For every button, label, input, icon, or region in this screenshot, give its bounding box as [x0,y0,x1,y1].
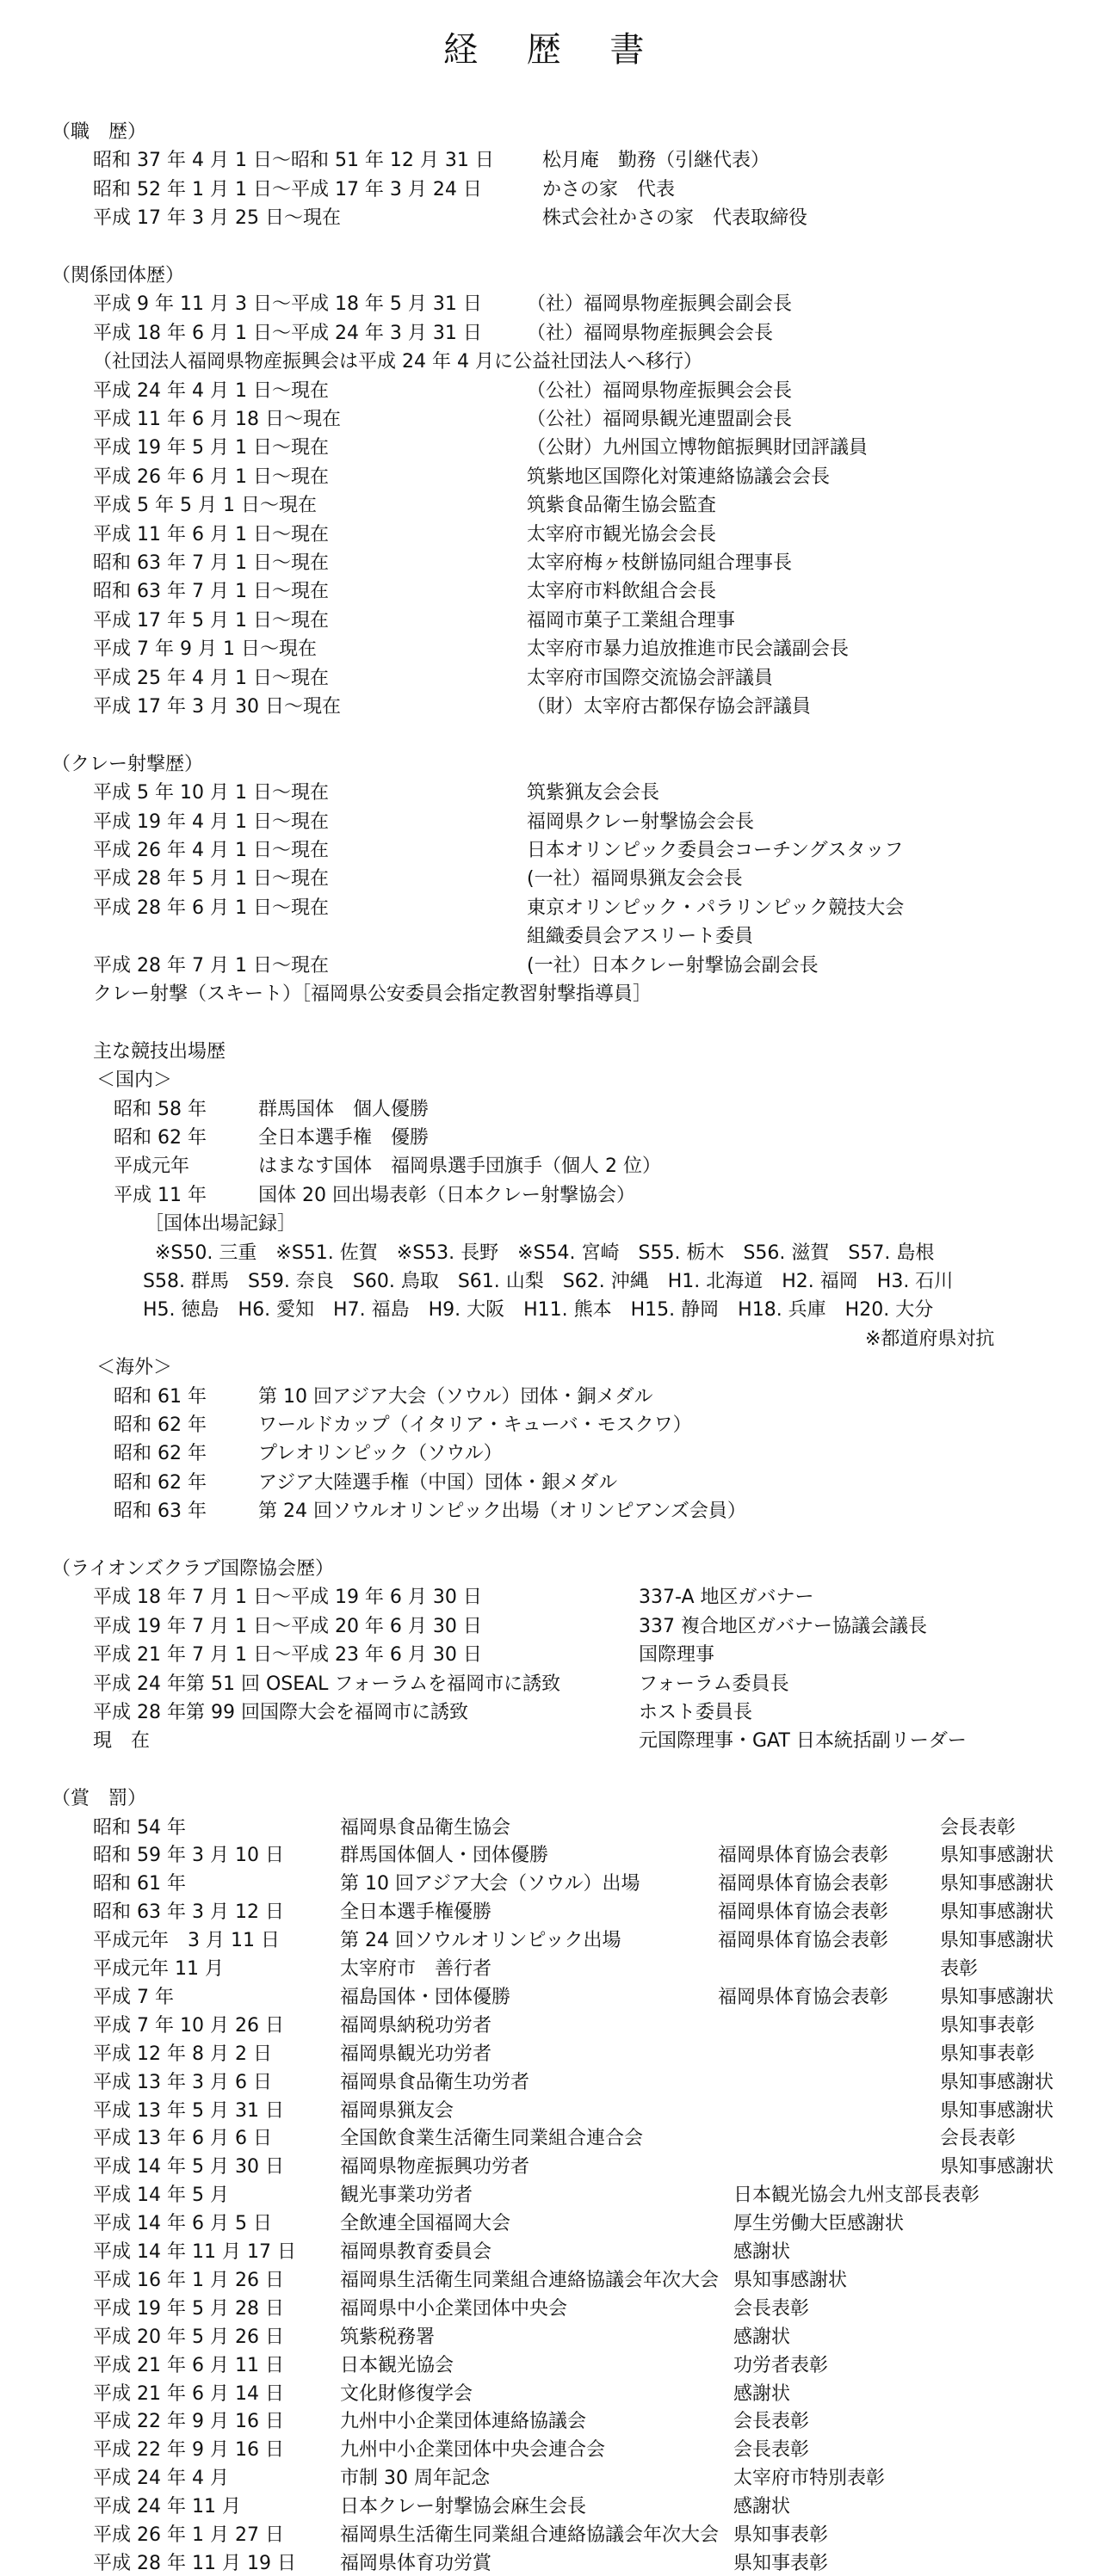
org-date: 平成 19 年 5 月 1 日〜現在 [93,437,329,459]
award-date: 平成 12 年 8 月 2 日 [93,2043,272,2065]
competition-year: 昭和 62 年 [114,1127,207,1149]
award-event: 観光事業功労者 [340,2185,473,2207]
org-role: 太宰府市観光協会会長 [527,523,717,545]
award-org: 会長表彰 [733,2411,810,2433]
clay-role: 東京オリンピック・パラリンピック競技大会 [527,897,905,919]
competition-text: 群馬国体 個人優勝 [258,1098,430,1120]
kokutai-line: H5. 徳島 H6. 愛知 H7. 福島 H9. 大阪 H11. 熊本 H15. 静岡 H18. 兵庫 H20. 大分 [143,1299,934,1322]
award-org: 福岡県体育協会表彰 [718,1901,889,1924]
award-type: 県知事表彰 [940,2043,1036,2065]
org-date: 平成 11 年 6 月 1 日〜現在 [93,523,329,545]
award-date: 平成 22 年 9 月 16 日 [93,2411,284,2433]
award-org: 県知事表彰 [733,2524,829,2547]
org-date: 平成 17 年 5 月 1 日〜現在 [93,609,329,632]
award-event: 太宰府市 善行者 [340,1958,492,1981]
award-org: 福岡県体育協会表彰 [718,1845,889,1867]
award-date: 平成元年 11 月 [93,1958,224,1981]
award-event: 福岡県教育委員会 [340,2241,492,2264]
competition-year: 昭和 63 年 [114,1501,207,1523]
award-type: 県知事感謝状 [940,1873,1054,1895]
award-event: 全日本選手権優勝 [340,1901,492,1924]
org-role: 太宰府市暴力追放推進市民会議副会長 [527,638,850,661]
award-org: 感謝状 [733,2496,791,2518]
section-heading: （関係団体歴） [52,265,185,287]
clay-role: 福岡県クレー射撃協会会長 [527,810,755,833]
org-date: 平成 26 年 6 月 1 日〜現在 [93,465,329,488]
org-role: 太宰府市料飲組合会長 [527,581,717,603]
history-date: 昭和 37 年 4 月 1 日〜昭和 51 年 12 月 31 日 [93,150,494,172]
award-type: 県知事感謝状 [940,2099,1054,2122]
org-role: （財）太宰府古都保存協会評議員 [527,696,812,718]
competition-year: 昭和 62 年 [114,1414,207,1436]
award-org: 福岡県体育協会表彰 [718,1986,889,2008]
award-date: 平成 19 年 5 月 28 日 [93,2297,284,2320]
award-event: 福島国体・団体優勝 [340,1986,511,2008]
lions-date: 平成 24 年第 51 回 OSEAL フォーラムを福岡市に誘致 [93,1673,561,1695]
award-date: 平成 7 年 [93,1986,174,2008]
award-date: 平成 21 年 6 月 14 日 [93,2382,284,2405]
award-event: 福岡県中小企業団体中央会 [340,2297,568,2320]
award-event: 福岡県物産振興功労者 [340,2156,530,2179]
competition-year: 昭和 62 年 [114,1471,207,1494]
award-date: 平成 13 年 5 月 31 日 [93,2099,284,2122]
award-type: 会長表彰 [940,2128,1017,2150]
award-org: 功労者表彰 [733,2354,829,2376]
award-org: 福岡県体育協会表彰 [718,1873,889,1895]
award-org: 福岡県体育協会表彰 [718,1930,889,1952]
competition-text: 第 10 回アジア大会（ソウル）団体・銅メダル [258,1385,653,1408]
award-type: 会長表彰 [940,1816,1017,1839]
award-org: 県知事表彰 [733,2552,829,2574]
award-type: 県知事感謝状 [940,2156,1054,2179]
history-text: かさの家 代表 [542,178,676,200]
award-event: 群馬国体個人・団体優勝 [340,1845,549,1867]
award-type: 県知事感謝状 [940,1901,1054,1924]
lions-role: フォーラム委員長 [639,1673,789,1695]
org-date: 平成 17 年 3 月 30 日〜現在 [93,696,341,718]
competition-text: 国体 20 回出場表彰（日本クレー射撃協会） [258,1184,635,1206]
award-org: 感謝状 [733,2241,791,2264]
competition-text: アジア大陸選手権（中国）団体・銀メダル [258,1471,618,1494]
award-event: 全国飲食業生活衛生同業組合連合会 [340,2128,644,2150]
section-heading: （賞 罰） [52,1788,147,1810]
award-org: 厚生労働大臣感謝状 [733,2213,905,2235]
award-date: 昭和 63 年 3 月 12 日 [93,1901,284,1924]
award-date: 平成 14 年 11 月 17 日 [93,2241,296,2264]
award-event: 福岡県納税功労者 [340,2014,492,2037]
org-date: 平成 5 年 5 月 1 日〜現在 [93,495,317,517]
award-event: 九州中小企業団体中央会連合会 [340,2439,606,2462]
award-date: 平成元年 3 月 11 日 [93,1930,280,1952]
org-role: （公財）九州国立博物館振興財団評議員 [527,437,869,459]
award-event: 市制 30 周年記念 [340,2468,490,2490]
clay-date: 平成 28 年 6 月 1 日〜現在 [93,897,329,919]
award-org: 会長表彰 [733,2297,810,2320]
lions-role: ホスト委員長 [639,1702,753,1723]
award-event: 筑紫税務署 [340,2326,436,2348]
lions-date: 平成 21 年 7 月 1 日〜平成 23 年 6 月 30 日 [93,1644,482,1667]
history-date: 平成 17 年 3 月 25 日〜現在 [93,207,341,230]
award-event: 福岡県体育功労賞 [340,2552,492,2574]
org-role: （公社）福岡県物産振興会会長 [527,379,793,402]
org-role: （公社）福岡県観光連盟副会長 [527,409,793,430]
clay-role: (一社）福岡県猟友会会長 [527,868,743,891]
section-heading: （クレー射撃歴） [52,753,204,775]
org-date: （社団法人福岡県物産振興会は平成 24 年 4 月に公益社団法人へ移行） [93,351,702,373]
award-date: 昭和 54 年 [93,1816,186,1839]
competition-year: 昭和 62 年 [114,1443,207,1465]
award-event: 福岡県食品衛生協会 [340,1816,511,1839]
award-date: 平成 22 年 9 月 16 日 [93,2439,284,2462]
award-date: 平成 21 年 6 月 11 日 [93,2354,284,2376]
award-date: 平成 14 年 5 月 [93,2185,229,2207]
award-date: 平成 28 年 11 月 19 日 [93,2552,296,2574]
clay-role: 日本オリンピック委員会コーチングスタッフ [527,840,904,861]
kokutai-note: ※都道府県対抗 [865,1328,995,1350]
competition-year: 平成元年 [114,1156,190,1178]
award-type: 県知事感謝状 [940,2071,1054,2093]
org-date: 昭和 63 年 7 月 1 日〜現在 [93,552,329,574]
award-event: 九州中小企業団体連絡協議会 [340,2411,587,2433]
competition-text: はまなす国体 福岡県選手団旗手（個人 2 位） [258,1156,661,1178]
org-date: 平成 11 年 6 月 18 日〜現在 [93,409,341,430]
award-event: 福岡県食品衛生功労者 [340,2071,530,2093]
competition-year: 昭和 58 年 [114,1098,207,1120]
clay-date: 平成 5 年 10 月 1 日〜現在 [93,782,329,804]
award-date: 平成 14 年 6 月 5 日 [93,2213,272,2235]
award-event: 全飲連全国福岡大会 [340,2213,511,2235]
competition-year: 平成 11 年 [114,1184,207,1206]
award-org: 会長表彰 [733,2439,810,2462]
clay-date: 平成 28 年 7 月 1 日〜現在 [93,954,329,977]
award-type: 県知事表彰 [940,2014,1036,2037]
award-date: 昭和 61 年 [93,1873,186,1895]
award-org: 日本観光協会九州支部長表彰 [733,2185,980,2207]
org-role: （社）福岡県物産振興会会長 [527,322,774,344]
award-type: 表彰 [940,1958,979,1981]
history-text: 松月庵 勤務（引継代表） [542,150,770,172]
section-heading: （職 歴） [52,121,147,143]
clay-role: 筑紫猟友会会長 [527,782,660,804]
award-date: 平成 24 年 4 月 [93,2468,229,2490]
award-date: 平成 20 年 5 月 26 日 [93,2326,284,2348]
clay-date: 平成 26 年 4 月 1 日〜現在 [93,840,329,861]
award-event: 福岡県生活衛生同業組合連絡協議会年次大会 [340,2524,720,2547]
lions-date: 現 在 [93,1730,151,1753]
lions-date: 平成 18 年 7 月 1 日〜平成 19 年 6 月 30 日 [93,1587,482,1609]
award-event: 日本クレー射撃協会麻生会長 [340,2496,587,2518]
org-role: 太宰府市国際交流協会評議員 [527,667,774,689]
award-date: 平成 24 年 11 月 [93,2496,241,2518]
award-event: 福岡県猟友会 [340,2099,454,2122]
lions-role: 元国際理事・GAT 日本統括副リーダー [639,1730,967,1753]
competition-year: 昭和 61 年 [114,1385,207,1408]
org-date: 平成 25 年 4 月 1 日〜現在 [93,667,329,689]
award-date: 平成 13 年 3 月 6 日 [93,2071,272,2093]
clay-date: 平成 19 年 4 月 1 日〜現在 [93,810,329,833]
org-role: 筑紫食品衛生協会監査 [527,495,717,517]
competition-text: プレオリンピック（ソウル） [258,1443,503,1465]
award-event: 日本観光協会 [340,2354,454,2376]
org-date: 平成 7 年 9 月 1 日〜現在 [93,638,317,661]
award-event: 福岡県観光功労者 [340,2043,492,2065]
award-event: 文化財修復学会 [340,2382,473,2405]
skeet-note: クレー射撃（スキート）［福岡県公安委員会指定教習射撃指導員］ [93,983,652,1005]
award-event: 第 24 回ソウルオリンピック出場 [340,1930,621,1952]
award-org: 県知事感謝状 [733,2269,848,2291]
clay-date: 平成 28 年 5 月 1 日〜現在 [93,868,329,891]
org-date: 平成 9 年 11 月 3 日〜平成 18 年 5 月 31 日 [93,293,482,316]
clay-role: (一社）日本クレー射撃協会副会長 [527,954,819,977]
kokutai-line: ※S50. 三重 ※S51. 佐賀 ※S53. 長野 ※S54. 宮崎 S55. 栃木 S56. 滋賀 S57. 島根 [155,1242,935,1264]
award-org: 感謝状 [733,2326,791,2348]
award-org: 感謝状 [733,2382,791,2405]
kokutai-line: S58. 群馬 S59. 奈良 S60. 鳥取 S61. 山梨 S62. 沖縄 H1. 北海道 H2. 福岡 H3. 石川 [143,1271,954,1292]
section-heading: （ライオンズクラブ国際協会歴） [52,1558,335,1580]
lions-role: 337 複合地区ガバナー協議会議長 [639,1615,927,1637]
org-role: （社）福岡県物産振興会副会長 [527,293,793,316]
lions-date: 平成 28 年第 99 回国際大会を福岡市に誘致 [93,1702,468,1723]
award-date: 昭和 59 年 3 月 10 日 [93,1845,284,1867]
domestic-heading: ＜国内＞ [96,1069,173,1092]
award-date: 平成 13 年 6 月 6 日 [93,2128,272,2150]
award-date: 平成 26 年 1 月 27 日 [93,2524,284,2547]
award-type: 県知事感謝状 [940,1986,1054,2008]
org-date: 平成 24 年 4 月 1 日〜現在 [93,379,329,402]
org-date: 昭和 63 年 7 月 1 日〜現在 [93,581,329,603]
competition-text: 全日本選手権 優勝 [258,1127,430,1149]
award-type: 県知事感謝状 [940,1930,1054,1952]
org-role: 筑紫地区国際化対策連絡協議会会長 [527,465,831,488]
kokutai-heading: ［国体出場記録］ [145,1213,297,1236]
competition-heading: 主な競技出場歴 [93,1040,226,1063]
org-role: 太宰府梅ヶ枝餅協同組合理事長 [527,552,793,574]
lions-role: 国際理事 [639,1644,715,1667]
award-org: 太宰府市特別表彰 [733,2468,886,2490]
clay-role: 組織委員会アスリート委員 [527,926,754,948]
award-type: 県知事感謝状 [940,1845,1054,1867]
award-event: 第 10 回アジア大会（ソウル）出場 [340,1873,640,1895]
document-title: 経 歴 書 [443,30,664,70]
org-role: 福岡市菓子工業組合理事 [527,609,736,632]
award-date: 平成 7 年 10 月 26 日 [93,2014,284,2037]
award-event: 福岡県生活衛生同業組合連絡協議会年次大会 [340,2269,720,2291]
history-text: 株式会社かさの家 代表取締役 [542,207,808,230]
lions-role: 337-A 地区ガバナー [639,1587,814,1609]
competition-text: 第 24 回ソウルオリンピック出場（オリンピアンズ会員） [258,1501,746,1523]
org-date: 平成 18 年 6 月 1 日〜平成 24 年 3 月 31 日 [93,322,482,344]
history-date: 昭和 52 年 1 月 1 日〜平成 17 年 3 月 24 日 [93,178,482,200]
competition-text: ワールドカップ（イタリア・キューバ・モスクワ） [258,1414,692,1436]
award-date: 平成 14 年 5 月 30 日 [93,2156,284,2179]
lions-date: 平成 19 年 7 月 1 日〜平成 20 年 6 月 30 日 [93,1615,482,1637]
overseas-heading: ＜海外＞ [96,1357,173,1379]
award-date: 平成 16 年 1 月 26 日 [93,2269,284,2291]
